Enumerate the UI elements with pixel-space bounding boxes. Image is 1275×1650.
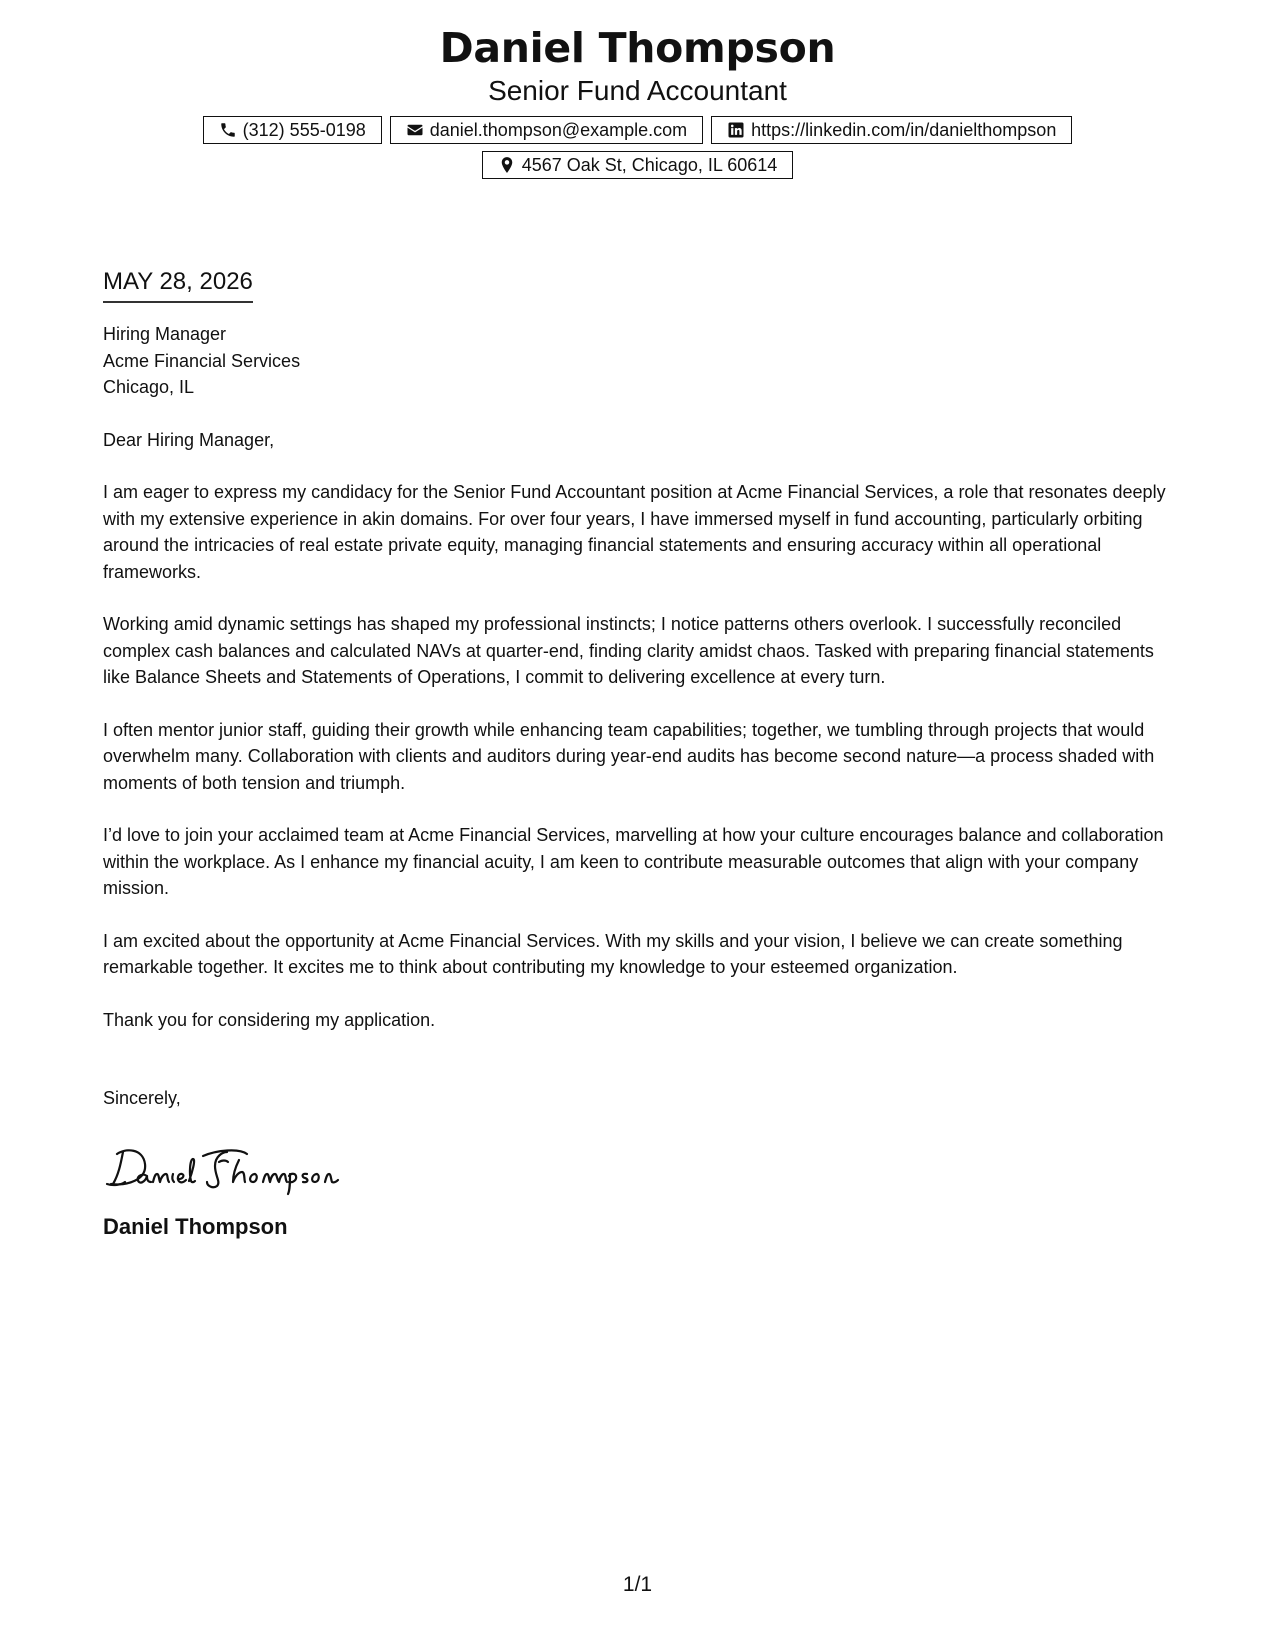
applicant-name: Daniel Thompson <box>439 24 836 72</box>
body-paragraph: Working amid dynamic settings has shaped my professional instincts; I notice patterns others overlook. I successfully reconciled complex cash balances and calculated NAVs at quarter-end, finding clarity amidst chaos. Tasked with preparing financial statements like Balance Sheets and Statements of Operations, I commit to delivering excellence at every turn. <box>103 614 1154 687</box>
email-contact[interactable] <box>390 116 703 144</box>
handwritten-signature <box>103 1138 1178 1200</box>
recipient-line: Hiring Manager <box>103 324 227 344</box>
signer-name: Daniel Thompson <box>103 1213 288 1239</box>
body-paragraph: I am eager to express my candidacy for the Senior Fund Accountant position at Acme Financial Services, a role that resonates deeply with my extensive experience in akin domains. For over four years, I have immersed myself in fund accounting, particularly orbiting around the intricacies of real estate private equity, managing financial statements and ensuring accuracy within all operational frameworks. <box>103 482 1166 582</box>
signature-image <box>103 1138 363 1200</box>
applicant-title: Senior Fund Accountant <box>488 75 787 106</box>
body-paragraph: I am excited about the opportunity at Acme Financial Services. With my skills and your vision, I believe we can create something remarkable together. It excites me to think about contributing my knowledge to your esteemed organization. <box>103 930 1123 977</box>
email-text: daniel.thompson@example.com <box>429 119 688 140</box>
phone-text: (312) 555-0198 <box>242 119 366 140</box>
contact-row <box>0 116 1275 144</box>
salutation: Dear Hiring Manager, <box>103 429 275 450</box>
envelope-icon <box>406 121 424 139</box>
contact-row-address <box>0 151 1275 179</box>
letter-date: MAY 28, 2026 <box>103 265 253 303</box>
letter-header <box>0 22 1275 179</box>
recipient-line: Chicago, IL <box>103 377 195 397</box>
closing: Sincerely, <box>103 1088 181 1108</box>
page-number: 1/1 <box>622 1573 653 1596</box>
address-text: 4567 Oak St, Chicago, IL 60614 <box>521 154 778 175</box>
address-contact <box>482 151 794 179</box>
map-pin-icon <box>498 156 516 174</box>
body-paragraph: I’d love to join your acclaimed team at Acme Financial Services, marvelling at how your culture encourages balance and collaboration within the workplace. As I enhance my financial acuity, I am keen to contribute measurable outcomes that align with your company mission. <box>103 825 1164 898</box>
recipient-line: Acme Financial Services <box>103 350 301 371</box>
letter-body <box>103 265 1178 1242</box>
body-paragraph: Thank you for considering my application. <box>103 1009 436 1030</box>
linkedin-text: https://linkedin.com/in/danielthompson <box>751 119 1057 140</box>
linkedin-contact[interactable] <box>711 116 1072 144</box>
linkedin-icon <box>727 121 745 139</box>
phone-contact[interactable] <box>203 116 382 144</box>
body-paragraph: I often mentor junior staff, guiding their growth while enhancing team capabilities; together, we tumbling through projects that would overwhelm many. Collaboration with clients and auditors during year-end audits has become second nature—a process shaded with moments of both tension and triumph. <box>103 719 1155 793</box>
recipient-block <box>103 321 1178 401</box>
phone-icon <box>219 121 237 139</box>
